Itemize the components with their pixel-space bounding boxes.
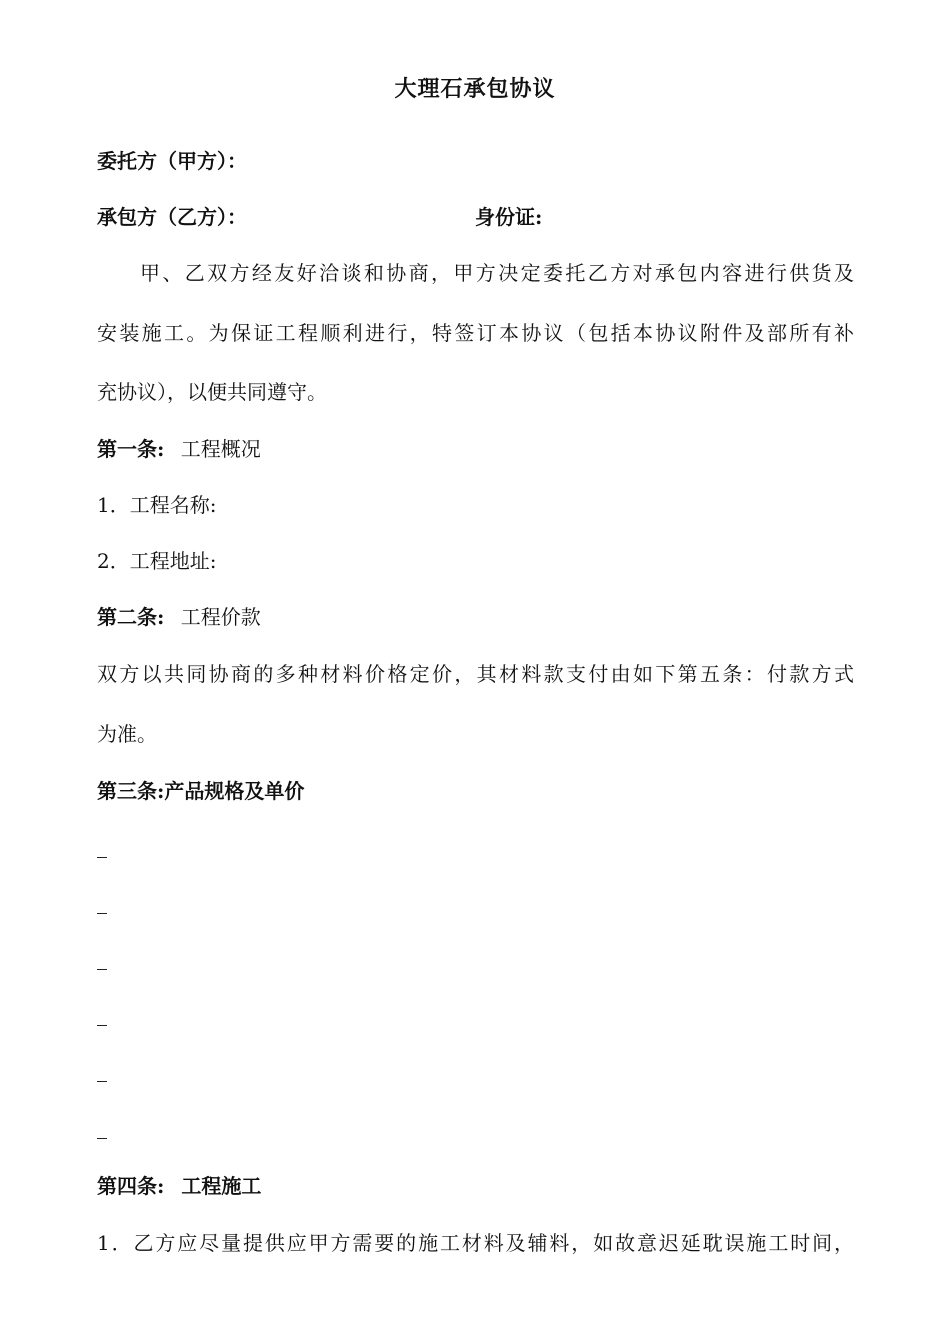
article-2-heading [97, 603, 261, 631]
blank-line-2 [97, 913, 107, 914]
article-1-title: 工程概况 [180, 437, 261, 461]
article-2-title: 工程价款 [180, 605, 261, 629]
article-4-heading [97, 1172, 261, 1200]
id-card-label: 身份证: [475, 205, 543, 229]
document-title: 大理石承包协议 [394, 76, 556, 102]
party-a-label: 委托方（甲方）： [97, 149, 247, 173]
project-address-label: 2．工程地址: [97, 549, 217, 573]
article-4-item-1: 1．乙方应尽量提供应甲方需要的施工材料及辅料，如故意迟延耽误施工时间， [97, 1231, 854, 1255]
article-4-title: 工程施工 [181, 1174, 262, 1198]
blank-line-4 [97, 1025, 107, 1026]
intro-line-2: 安装施工。为保证工程顺利进行，特签订本协议（包括本协议附件及部所有补 [97, 321, 854, 345]
project-name-label: 1．工程名称: [97, 493, 217, 517]
article-2-line-2: 为准。 [97, 722, 157, 746]
article-1-number: 第一条: [97, 437, 165, 461]
party-b-label: 承包方（乙方）： [97, 205, 247, 229]
intro-line-3: 充协议），以便共同遵守。 [97, 380, 327, 404]
blank-line-3 [97, 969, 107, 970]
article-2-line-1: 双方以共同协商的多种材料价格定价，其材料款支付由如下第五条：付款方式 [97, 662, 854, 686]
article-2-number: 第二条: [97, 605, 165, 629]
article-4-number: 第四条: [97, 1174, 165, 1198]
article-3-heading: 第三条:产品规格及单价 [97, 779, 305, 803]
blank-line-6 [97, 1138, 107, 1139]
intro-line-1: 甲、乙双方经友好洽谈和协商，甲方决定委托乙方对承包内容进行供货及 [140, 261, 854, 285]
blank-line-1 [97, 857, 107, 858]
blank-line-5 [97, 1081, 107, 1082]
article-1-heading [97, 435, 261, 463]
